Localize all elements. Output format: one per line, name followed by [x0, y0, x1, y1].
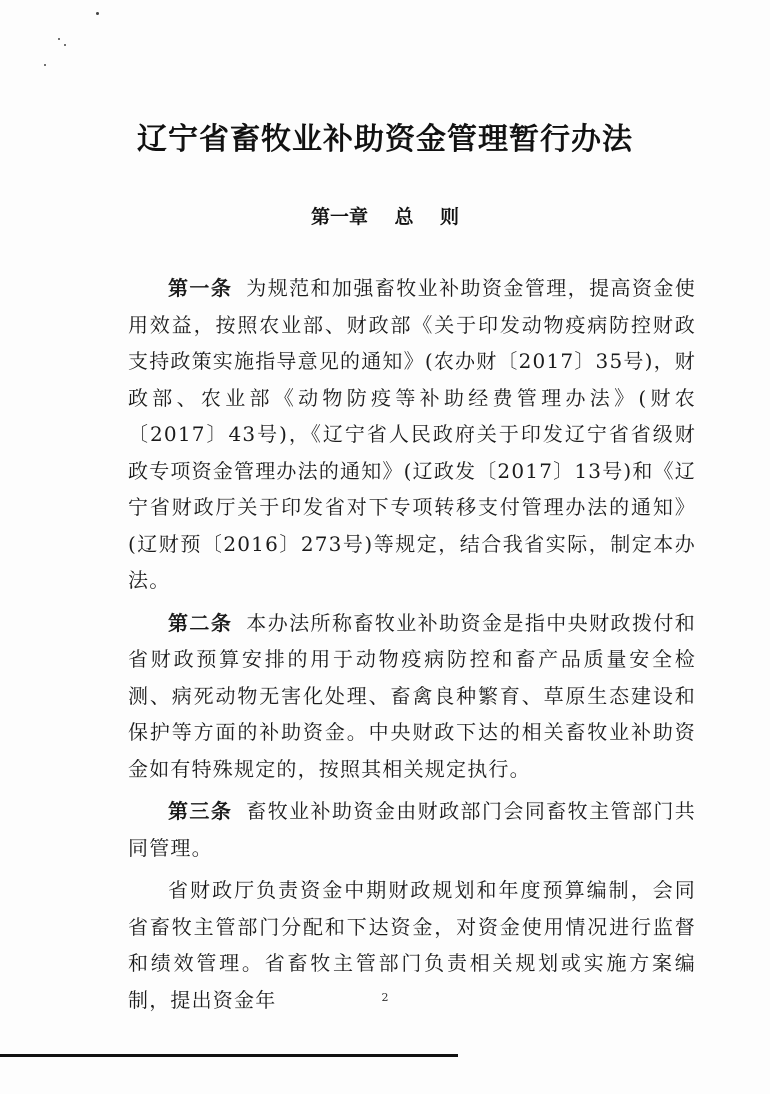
document-title: 辽宁省畜牧业补助资金管理暂行办法 [137, 122, 633, 157]
chapter-heading: 第一章 总 则 [311, 206, 459, 228]
article-label: 第一条 [168, 276, 233, 300]
page-number: 2 [381, 991, 389, 1004]
scan-speck [58, 38, 60, 40]
article-paragraph [128, 605, 696, 788]
scan-speck [44, 64, 46, 66]
article-paragraph [128, 793, 696, 866]
article-label: 第三条 [168, 799, 233, 823]
article-text: 本办法所称畜牧业补助资金是指中央财政拨付和省财政预算安排的用于动物疫病防控和畜产品质量安全检测、病死动物无害化处理、畜禽良种繁育、草原生态建设和保护等方面的补助资金。中央财政下达的相关畜牧业补助资金如有特殊规定的，按照其相关规定执行。 [128, 610, 696, 781]
article-paragraph [128, 270, 696, 599]
article-text: 畜牧业补助资金由财政部门会同畜牧主管部门共同管理。 [128, 799, 696, 860]
scan-speck [96, 12, 99, 15]
footer-rule [0, 1054, 458, 1057]
article-text: 省财政厅负责资金中期财政规划和年度预算编制，会同省畜牧主管部门分配和下达资金，对资金使用情况进行监督和绩效管理。省畜牧主管部门负责相关规划或实施方案编制，提出资金年 [128, 878, 696, 1012]
article-label: 第二条 [168, 610, 233, 635]
article-text: 为规范和加强畜牧业补助资金管理，提高资金使用效益，按照农业部、财政部《关于印发动物疫病防控财政支持政策实施指导意见的通知》(农办财〔2017〕35号)，财政部、农业部《动物防疫等补助经费管理办法》(财农〔2017〕43号)，《辽宁省人民政府关于印发辽宁省省级财政专项资金管理办法的通知》(辽政发〔2017〕13号)和《辽宁省财政厅关于印发省对下专项转移支付管理办法的通知》(辽财预〔2016〕273号)等规定，结合我省实际，制定本办法。 [128, 276, 696, 592]
document-body [128, 270, 696, 1024]
scan-speck [64, 44, 66, 46]
